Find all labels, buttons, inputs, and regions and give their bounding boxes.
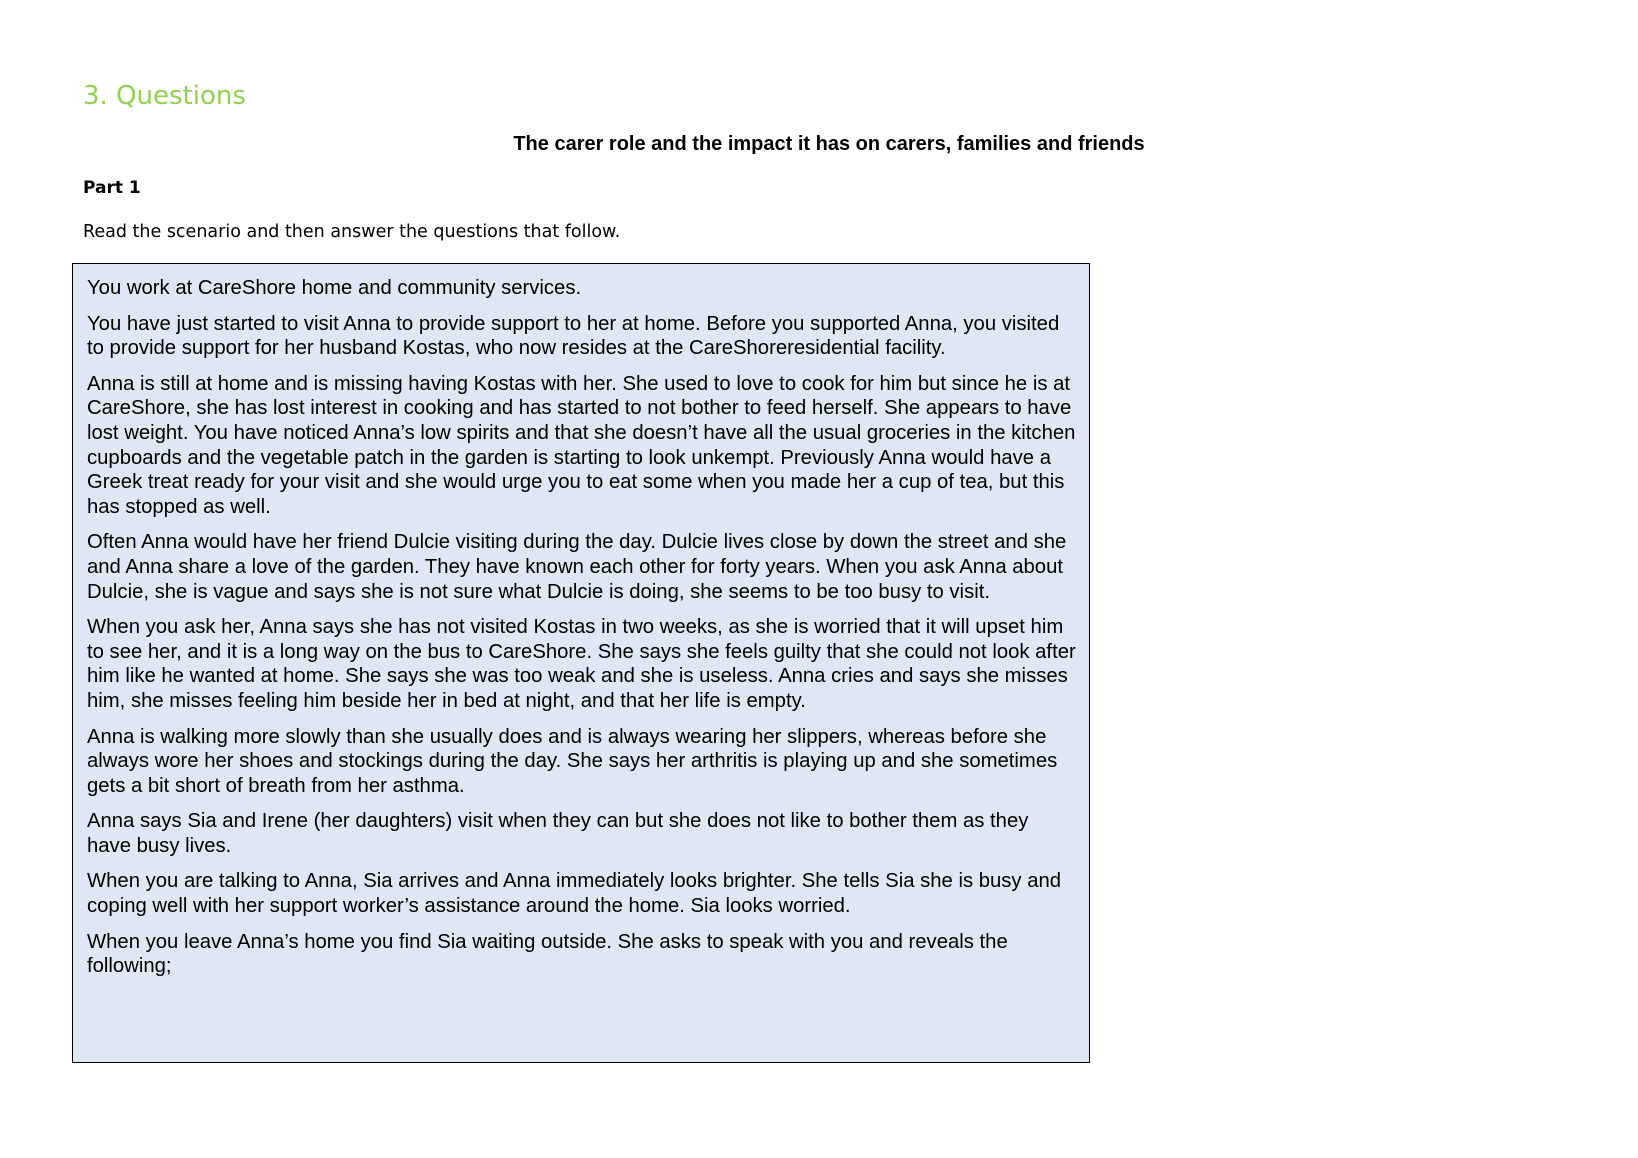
document-title: The carer role and the impact it has on carers, families and friends [513, 133, 1145, 155]
scenario-paragraph-3: Anna is still at home and is missing having Kostas with her. She used to love to cook for him but since he is at CareShore, she has lost interest in cooking and has started to not bother to feed herself. She appears to have lost weight. You have noticed Anna’s low spirits and that she doesn’t have all the usual groceries in the kitchen cupboards and the vegetable patch in the garden is starting to look unkempt. Previously Anna would have a Greek treat ready for your visit and she would urge you to eat some when you made her a cup of tea, but this has stopped as well. [87, 372, 1076, 518]
scenario-paragraph-4: Often Anna would have her friend Dulcie visiting during the day. Dulcie lives close by down the street and she and Anna share a love of the garden. They have known each other for forty years. When you ask Anna about Dulcie, she is vague and says she is not sure what Dulcie is doing, she seems to be too busy to visit. [87, 531, 1067, 603]
scenario-paragraph-5: When you ask her, Anna says she has not visited Kostas in two weeks, as she is worried that it will upset him to see her, and it is a long way on the bus to CareShore. She says she feels guilty that she could not look after him like he wanted at home. She says she was too weak and she is useless. Anna cries and says she misses him, she misses feeling him beside her in bed at night, and that her life is empty. [87, 616, 1076, 712]
instruction-text: Read the scenario and then answer the questions that follow. [83, 222, 621, 242]
section-heading: 3. Questions [83, 81, 246, 111]
scenario-paragraph-2: You have just started to visit Anna to provide support to her at home. Before you supported Anna, you visited to provide support for her husband Kostas, who now resides at the CareShoreresidential facility. [87, 312, 1060, 360]
scenario-paragraph-7: Anna says Sia and Irene (her daughters) visit when they can but she does not like to bother them as they have busy lives. [87, 810, 1029, 857]
scenario-paragraph-1: You work at CareShore home and community services. [87, 277, 582, 299]
part-label: Part 1 [83, 178, 141, 198]
scenario-paragraph-9: When you leave Anna’s home you find Sia waiting outside. She asks to speak with you and reveals the following; [87, 930, 1008, 978]
scenario-paragraph-8: When you are talking to Anna, Sia arrives and Anna immediately looks brighter. She tells Sia she is busy and coping well with her support worker’s assistance around the home. Sia looks worried. [87, 870, 1062, 918]
scenario-paragraph-6: Anna is walking more slowly than she usually does and is always wearing her slippers, whereas before she always wore her shoes and stockings during the day. She says her arthritis is playing up and she sometimes gets a bit short of breath from her asthma. [87, 725, 1058, 797]
scenario-box [72, 263, 1090, 1063]
